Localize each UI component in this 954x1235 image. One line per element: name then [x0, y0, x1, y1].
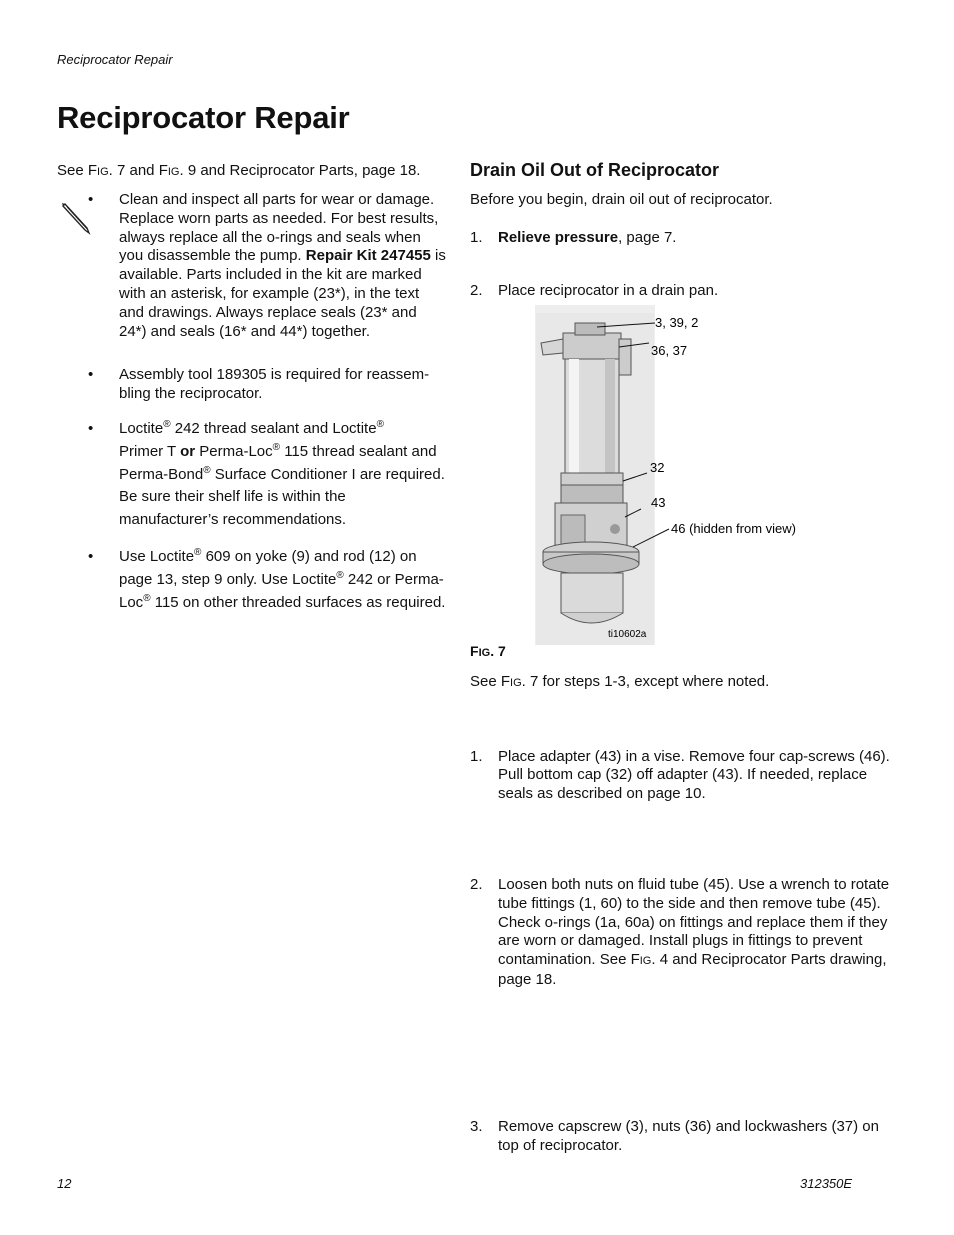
list-item: 3. Remove capscrew (3), nuts (36) and lockwashers (37) on top of reciprocator. — [470, 1117, 879, 1154]
callout-label: 3, 39, 2 — [655, 315, 699, 330]
callout-label: 36, 37 — [651, 343, 688, 358]
callout-label: 32 — [650, 460, 665, 475]
pencil-note-icon — [58, 200, 92, 236]
after-intro: See FIG. 7 for steps 1-3, except where noted. — [470, 673, 770, 690]
page-title: Reciprocator Repair — [57, 100, 350, 135]
callout-label: 43 — [651, 495, 666, 510]
intro-text: See FIG. 7 and FIG. 9 and Reciprocator Parts, page 18. — [57, 162, 421, 179]
running-header: Reciprocator Repair — [57, 52, 173, 67]
notes-bullet-list — [88, 191, 448, 614]
list-item: • Assembly tool 189305 is required for reassem-bling the reciprocator. — [88, 366, 430, 402]
drain-intro: Before you begin, drain oil out of reciprocator. — [470, 191, 773, 208]
figure-id: ti10602a — [608, 629, 647, 640]
reciprocator-figure — [535, 305, 865, 645]
list-item: 2. Loosen both nuts on fluid tube (45). Use a wrench to rotate tube fittings (1, 60) to the side and then remove tube (45). Check o-rings (1a, 60a) on fittings and replace them if they are worn or damaged. Install plugs in fittings to prevent contamination. See FIG. 4 and Reciprocator Parts drawing, page 18. — [470, 875, 890, 988]
document-number: 312350E — [800, 1176, 853, 1191]
list-item: 1. Place adapter (43) in a vise. Remove four cap-screws (46). Pull bottom cap (32) off adapter (43). If needed, replace seals as described on page 10. — [470, 747, 890, 803]
list-item: • Loctite® 242 thread sealant and Loctite® Primer T or Perma-Loc® 115 thread sealant and Perma-Bond® Surface Conditioner I are required. Be sure their shelf life is within the manufacturer’s recommendations. — [88, 419, 445, 529]
list-item: 2. Place reciprocator in a drain pan. — [470, 281, 719, 299]
callout-label: 46 (hidden from view) — [671, 521, 796, 536]
figure-label: FIG. 7 — [470, 643, 506, 659]
section-heading: Drain Oil Out of Reciprocator — [470, 160, 720, 180]
page-number: 12 — [57, 1176, 72, 1191]
list-item: 1. Relieve pressure, page 7. — [470, 229, 677, 246]
list-item: • Use Loctite® 609 on yoke (9) and rod (12) on page 13, step 9 only. Use Loctite® 242 or Perma-Loc® 115 on other threaded surfaces as required. — [88, 547, 446, 611]
list-item: • Clean and inspect all parts for wear or damage. Replace worn parts as needed. For best results, always replace all the o-rings and seals when you disassemble the pump. Repair Kit 247455 is available. Parts included in the kit are marked with an asterisk, for example (23*), in the text and drawings. Always replace seals (23* and 24*) and seals (16* and 44*) together. — [88, 191, 446, 340]
